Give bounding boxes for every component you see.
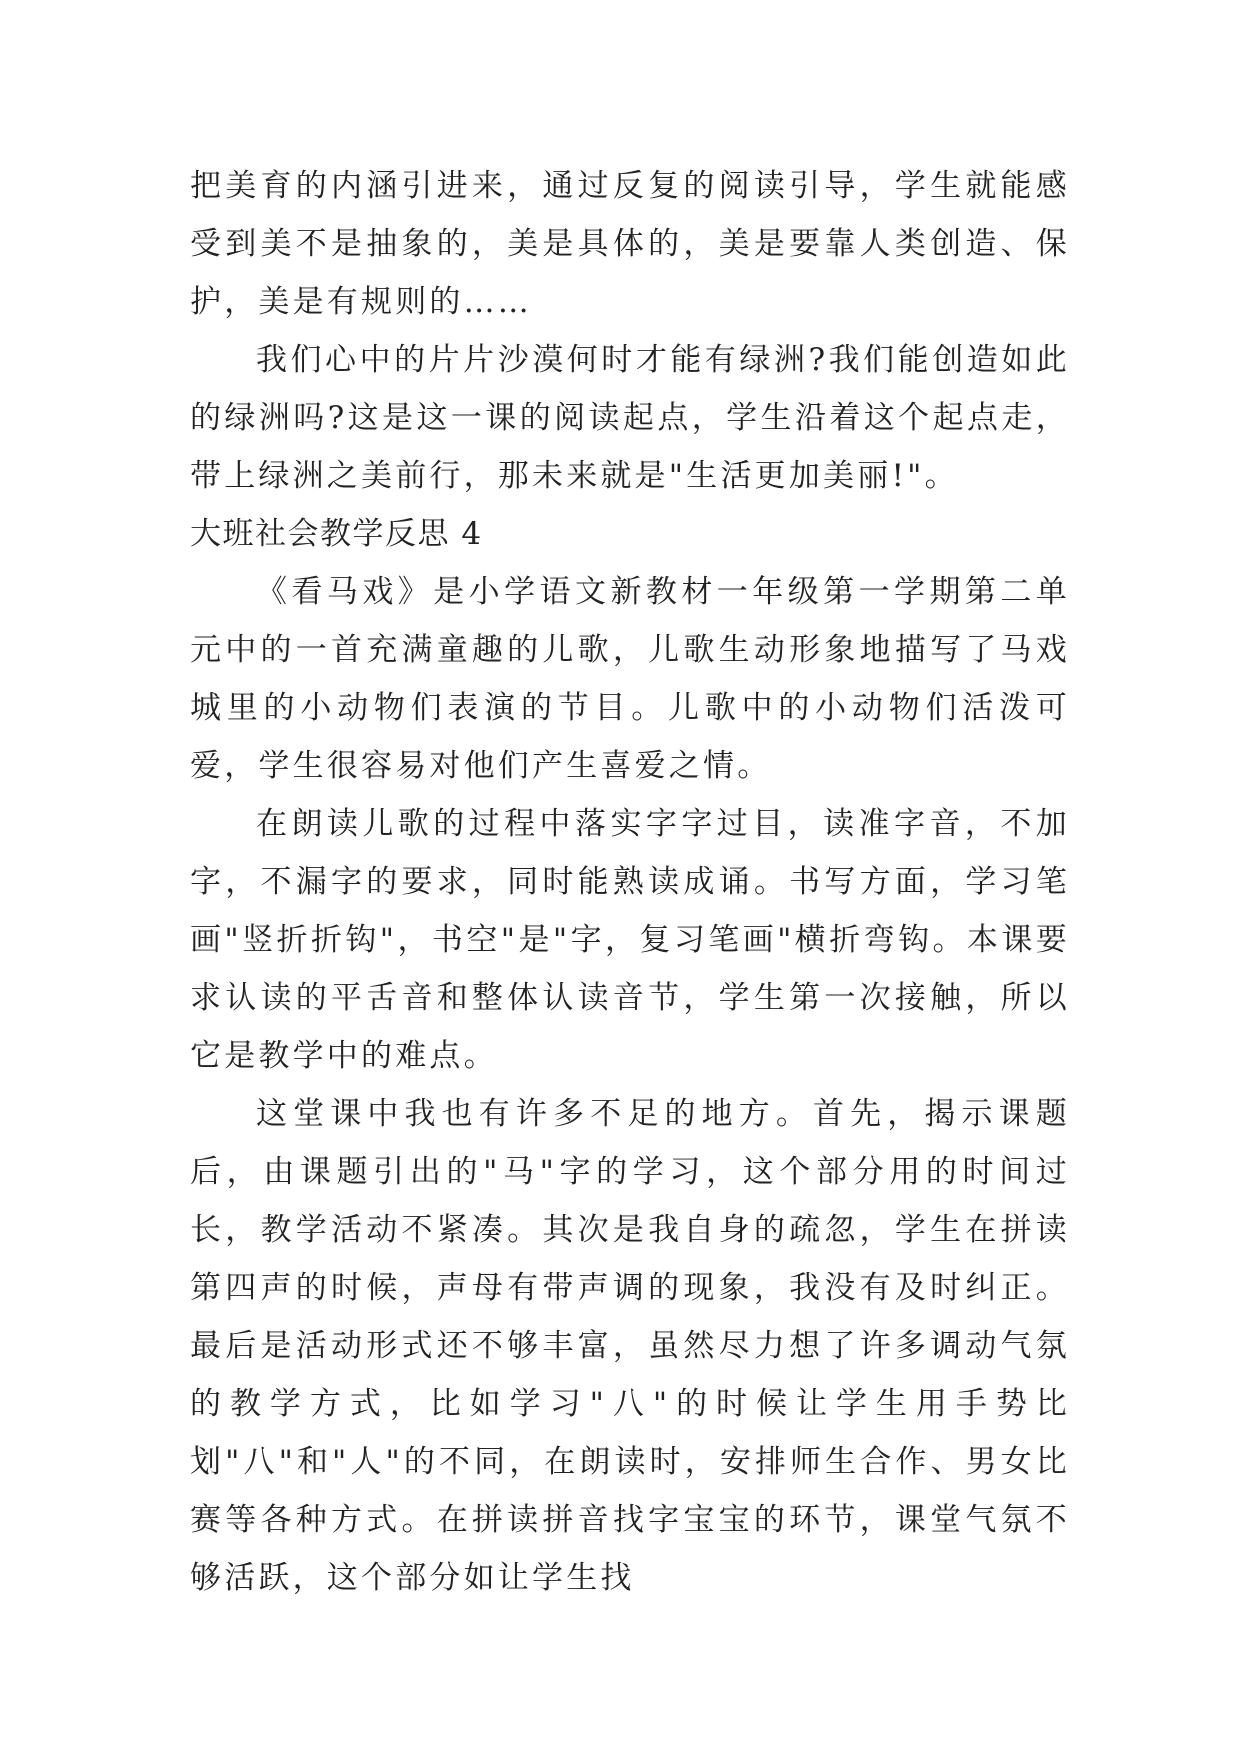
paragraph-intro: 《看马戏》是小学语文新教材一年级第一学期第二单元中的一首充满童趣的儿歌，儿歌生动形象地描写了马戏城里的小动物们表演的节目。儿歌中的小动物们活泼可爱，学生很容易对他们产生喜爱之情。: [190, 574, 1070, 784]
section-heading: 大班社会教学反思 4: [190, 516, 483, 552]
paragraph-shortcomings: 这堂课中我也有许多不足的地方。首先，揭示课题后，由课题引出的"马"字的学习，这个部分用的时间过长，教学活动不紧凑。其次是我自身的疏忽，学生在拼读第四声的时候，声母有带声调的现象，我没有及时纠正。最后是活动形式还不够丰富，虽然尽力想了许多调动气氛的教学方式，比如学习"八"的时候让学生用手势比划"八"和"人"的不同，在朗读时，安排师生合作、男女比赛等各种方式。在拼读拼音找字宝宝的环节，课堂气氛不够活跃，这个部分如让学生找: [190, 1096, 1070, 1596]
document-body: [190, 157, 1070, 1607]
paragraph-oasis: 我们心中的片片沙漠何时才能有绿洲?我们能创造如此的绿洲吗?这是这一课的阅读起点，学生沿着这个起点走，带上绿洲之美前行，那未来就是"生活更加美丽!"。: [190, 342, 1070, 494]
paragraph-continuation: 把美育的内涵引进来，通过反复的阅读引导，学生就能感受到美不是抽象的，美是具体的，美是要靠人类创造、保护，美是有规则的……: [190, 168, 1070, 320]
paragraph-reading: 在朗读儿歌的过程中落实字字过目，读准字音，不加字，不漏字的要求，同时能熟读成诵。书写方面，学习笔画"竖折折钩"，书空"是"字，复习笔画"横折弯钩。本课要求认读的平舌音和整体认读音节，学生第一次接触，所以它是教学中的难点。: [190, 806, 1070, 1074]
